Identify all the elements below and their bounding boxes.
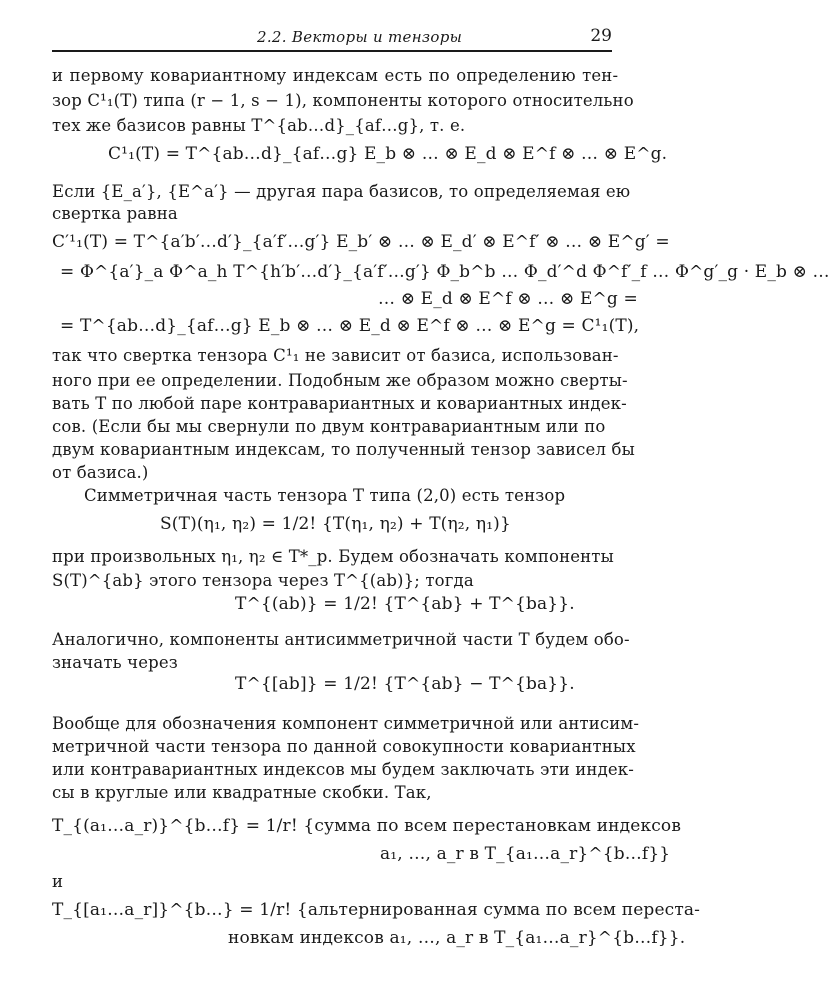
- formula-line: новкам индексов a₁, …, a_r в T_{a₁…a_r}^{b…f}}.: [228, 928, 686, 948]
- text-line: сов. (Если бы мы свернули по двум контравариантным или по: [52, 417, 606, 436]
- text-line: зор C¹₁(T) типа (r − 1, s − 1), компоненты которого относительно: [52, 91, 634, 110]
- formula-line: a₁, …, a_r в T_{a₁…a_r}^{b…f}}: [380, 844, 671, 864]
- page-header: [52, 22, 612, 52]
- formula-symmetric-components: T^{(ab)} = 1/2! {T^{ab} + T^{ba}}.: [235, 594, 575, 614]
- text-line: Если {E_a′}, {E^a′} — другая пара базисов, то определяемая ею: [52, 182, 631, 201]
- formula-line: … ⊗ E_d ⊗ E^f ⊗ … ⊗ E^g =: [378, 289, 638, 309]
- text-line: Аналогично, компоненты антисимметричной части T будем обо-: [52, 630, 630, 649]
- formula-symmetrization: T_{(a₁…a_r)}^{b…f} = 1/r! {сумма по всем перестановкам индексов: [52, 816, 682, 836]
- text-line: вать T по любой паре контравариантных и ковариантных индек-: [52, 394, 627, 413]
- formula-alternation: T_{[a₁…a_r]}^{b…} = 1/r! {альтернированная сумма по всем переста-: [52, 900, 701, 920]
- text-line: S(T)^{ab} этого тензора через T^{(ab)}; тогда: [52, 571, 474, 590]
- page-number: 29: [590, 26, 612, 46]
- text-line: или контравариантных индексов мы будем заключать эти индек-: [52, 760, 634, 779]
- text-line: и: [52, 872, 64, 891]
- formula-symmetric: S(T)(η₁, η₂) = 1/2! {T(η₁, η₂) + T(η₂, η₁)}: [160, 514, 511, 534]
- text-line: при произвольных η₁, η₂ ∈ T*_p. Будем обозначать компоненты: [52, 547, 614, 566]
- formula-line: = T^{ab…d}_{af…g} E_b ⊗ … ⊗ E_d ⊗ E^f ⊗ … ⊗ E^g = C¹₁(T),: [60, 316, 640, 336]
- running-title: 2.2. Векторы и тензоры: [257, 28, 463, 46]
- formula-line: = Φ^{a′}_a Φ^a_h T^{h′b′…d′}_{a′f′…g′} Φ_b^b … Φ_d′^d Φ^f′_f … Φ^g′_g · E_b ⊗ …: [60, 262, 830, 282]
- text-line: сы в круглые или квадратные скобки. Так,: [52, 783, 432, 802]
- text-line: и первому ковариантному индексам есть по определению тен-: [52, 66, 619, 85]
- text-line: значать через: [52, 653, 178, 672]
- formula-antisymmetric-components: T^{[ab]} = 1/2! {T^{ab} − T^{ba}}.: [235, 674, 575, 694]
- text-line: так что свертка тензора C¹₁ не зависит от базиса, использован-: [52, 346, 619, 365]
- text-line: свертка равна: [52, 204, 178, 223]
- text-line: от базиса.): [52, 463, 149, 482]
- text-line: тех же базисов равны T^{ab…d}_{af…g}, т. е.: [52, 116, 466, 135]
- text-line: Вообще для обозначения компонент симметричной или антисим-: [52, 714, 640, 733]
- text-line: двум ковариантным индексам, то полученный тензор зависел бы: [52, 440, 635, 459]
- text-line: метричной части тензора по данной совокупности ковариантных: [52, 737, 636, 756]
- formula-contraction: C¹₁(T) = T^{ab…d}_{af…g} E_b ⊗ … ⊗ E_d ⊗ E^f ⊗ … ⊗ E^g.: [108, 144, 668, 164]
- formula-line: C′¹₁(T) = T^{a′b′…d′}_{a′f′…g′} E_b′ ⊗ … ⊗ E_d′ ⊗ E^f′ ⊗ … ⊗ E^g′ =: [52, 232, 670, 252]
- text-line: Симметричная часть тензора T типа (2,0) есть тензор: [84, 486, 566, 505]
- text-line: ного при ее определении. Подобным же образом можно сверты-: [52, 371, 628, 390]
